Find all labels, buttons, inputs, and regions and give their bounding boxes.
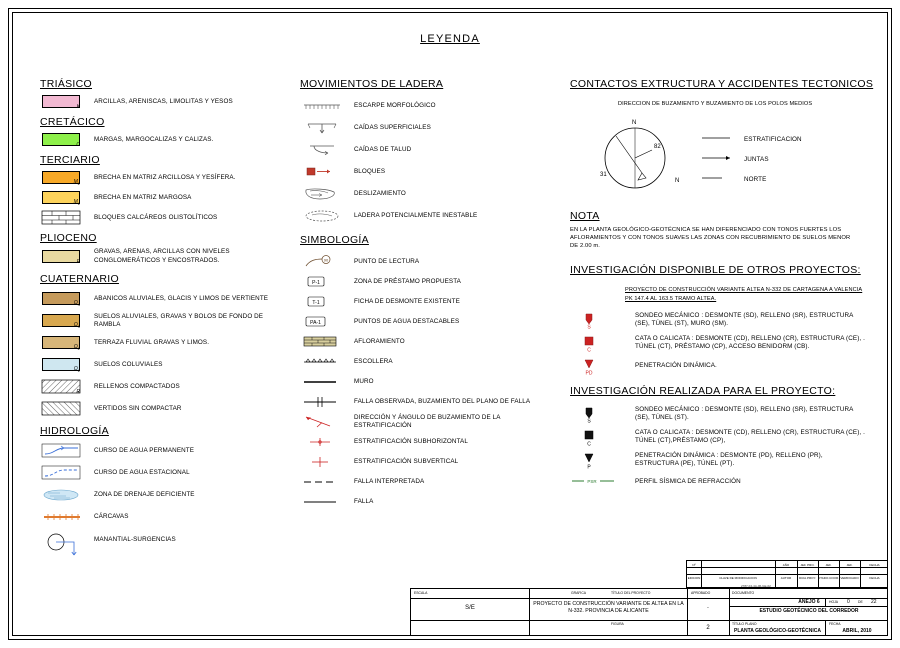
symbol-penetracion-proyecto (570, 451, 625, 469)
legend-item (300, 354, 550, 370)
symbol-curso-permanente (40, 443, 84, 459)
legend-item (300, 274, 550, 290)
legend-item (570, 311, 880, 329)
aprobado-value: - (707, 605, 709, 611)
legend-item (40, 357, 290, 373)
section-otros-proyectos-title: INVESTIGACIÓN DISPONIBLE DE OTROS PROYECTOS: (570, 264, 861, 276)
legend-item (570, 405, 880, 423)
symbol-estratificacion-subvertical (300, 454, 344, 470)
symbol-swatch-m1: $M_1$ (40, 190, 84, 206)
svg-text:90: 90 (323, 257, 329, 263)
legend-item (40, 487, 290, 503)
symbol-manantial (40, 533, 84, 559)
legend-item (300, 294, 550, 310)
symbol-deslizamiento (300, 186, 344, 202)
legend-label: FALLA OBSERVADA, BUZAMIENTO DEL PLANO DE FALLA (354, 398, 531, 405)
legend-label: SONDEO MECÁNICO : DESMONTE (SD), RELLENO (SR), ESTRUCTURA (SE), TÚNEL (ST). (635, 405, 854, 421)
revision-table: Nº AÑO JEF. PRO. JEF. JEF. FECHA EDICION CLAVE DE MODIFICACION AUTOR DCIA.PROY. DTADO.COOR. VERIFICADO FECHA (686, 560, 888, 588)
legend-item (300, 414, 550, 430)
svg-text:PD: PD (585, 370, 593, 377)
legend-item (300, 394, 550, 410)
symbol-perfil-sismico (570, 476, 625, 488)
symbol-estratificacion-line (700, 132, 734, 148)
symbol-estratificacion-subhorizontal (300, 434, 344, 450)
symbol-drenaje-deficiente (40, 487, 84, 503)
legend-label: CATA O CALICATA : DESMONTE (CD), RELLENO (CR), ESTRUCTURA (CE), . TÚNEL (CT), PRÉSTAMO (CP), ACCESO BENIDORM (CB). (635, 334, 865, 350)
legend-label: CAÍDAS DE TALUD (354, 146, 412, 153)
legend-label: ABANICOS ALUVIALES, GLACIS Y LIMOS DE VERTIENTE (94, 295, 269, 302)
plano-value: PLANTA GEOLÓGICO-GEOTÉCNICA (734, 628, 821, 634)
symbol-sondeo-otros (570, 311, 625, 329)
legend-label: PUNTOS DE AGUA DESTACABLES (354, 318, 460, 325)
project-title-value: PROYECTO DE CONSTRUCCIÓN VARIANTE DE ALTEA EN LA N-332. PROVINCIA DE ALICANTE (533, 601, 684, 614)
symbol-cata-proyecto (570, 428, 625, 446)
legend-item (40, 335, 290, 351)
symbol-swatch-q1: $Q_1$ (40, 357, 84, 373)
symbol-norte-line (700, 172, 734, 188)
symbol-swatch-vertidos (40, 401, 84, 417)
legend-label: SUELOS COLUVIALES (94, 361, 163, 368)
symbol-swatch-p: P (40, 249, 84, 265)
legend-label: SONDEO MECÁNICO : DESMONTE (SD), RELLENO (SR), ESTRUCTURA (SE), TÚNEL (ST), MURO (SM). (635, 311, 854, 327)
legend-item (700, 132, 802, 148)
legend-item (700, 172, 802, 188)
legend-item (40, 465, 290, 481)
legend-label: SUELOS ALUVIALES, GRAVAS Y BOLOS DE FONDO DE RAMBLA (94, 313, 264, 328)
legend-label: ESCOLLERA (354, 358, 393, 365)
symbol-swatch-q3: $Q_3$ (40, 313, 84, 329)
legend-label: DESLIZAMIENTO (354, 190, 406, 197)
symbol-swatch-m2: $M_2$ (40, 170, 84, 186)
section-cretacico-title: CRETÁCICO (40, 116, 105, 128)
legend-label: DIRECCIÓN Y ÁNGULO DE BUZAMIENTO DE LA ESTRATIFICACIÓN (354, 414, 501, 429)
section-nota-title: NOTA (570, 210, 600, 222)
legend-label: BRECHA EN MATRIZ MARGOSA (94, 194, 192, 201)
legend-label: PENETRACIÓN DINÁMICA : DESMONTE (PD), RELLENO (PR), ESTRUCTURA (PE), TÚNEL (PT). (635, 451, 823, 467)
legend-item (300, 98, 550, 114)
symbol-falla (300, 494, 344, 510)
legend-item (40, 401, 290, 417)
legend-label: FALLA (354, 498, 374, 505)
svg-text:P-1: P-1 (312, 279, 320, 286)
svg-text:C: C (587, 441, 591, 448)
symbol-carcavas (40, 509, 84, 525)
symbol-puntos-agua (300, 314, 344, 330)
symbol-afloramiento (300, 334, 344, 350)
legend-label: GRAVAS, ARENAS, ARCILLAS CON NIVELES CONGLOMERÁTICOS Y ENCOSTRADOS. (94, 248, 230, 264)
svg-text:N: N (632, 120, 637, 126)
legend-item (570, 357, 880, 375)
legend-label: VERTIDOS SIN COMPACTAR (94, 405, 182, 412)
legend-item (300, 186, 550, 202)
legend-label: CATA O CALICATA : DESMONTE (CD), RELLENO (CR), ESTRUCTURA (CE), . TÚNEL (CT),PRÉSTAMO (CP), (635, 428, 865, 444)
legend-label: FALLA INTERPRETADA (354, 478, 425, 485)
tectonics-caption: DIRECCION DE BUZAMIENTO Y BUZAMIENTO DE LOS POLOS MEDIOS (618, 101, 813, 107)
title-block: ESCALA GRAFICA TÍTULO DEL PROYECTO APROBADO DOCUMENTO S/E PROYECTO DE CONSTRUCCIÓN VARIANTE DE ALTEA EN LA N-332. PROVINCIA DE ALICANTE - ANEJO 6 ESTUDIO GEOTÉCNICO DEL CORREDOR HOJA 0 DE 22 FIGURA 2 TÍTULO PLANO PLANTA GEOLÓGICO-GEOTÉCNICA FECHA ABRIL, 2010 2787-F2-4A-06-GE-02 (410, 588, 888, 636)
symbol-swatch-rellenos: R (40, 379, 84, 395)
legend-item (300, 142, 550, 158)
section-plioceno-title: PLIOCENO (40, 232, 97, 244)
legend-item (300, 334, 550, 350)
symbol-swatch-c: C (40, 132, 84, 148)
legend-label: JUNTAS (744, 156, 769, 163)
legend-item (40, 94, 290, 110)
symbol-direccion-buzamiento (300, 414, 344, 430)
symbol-ficha-desmonte (300, 294, 344, 310)
legend-item (570, 476, 880, 488)
legend-label: ARCILLAS, ARENISCAS, LIMOLITAS Y YESOS (94, 98, 233, 105)
symbol-juntas-line (700, 152, 734, 168)
legend-label: CAÍDAS SUPERFICIALES (354, 124, 431, 131)
legend-item (300, 208, 550, 224)
legend-item (40, 443, 290, 459)
legend-label: LADERA POTENCIALMENTE INESTABLE (354, 212, 478, 219)
symbol-curso-estacional (40, 465, 84, 481)
section-movimientos-title: MOVIMIENTOS DE LADERA (300, 78, 444, 90)
svg-text:N: N (675, 178, 680, 184)
legend-label: CURSO DE AGUA PERMANENTE (94, 447, 195, 454)
hoja-value: 0 (847, 599, 850, 605)
svg-text:S: S (587, 418, 591, 425)
legend-label: ESTRATIFICACION (744, 136, 802, 143)
section-triasico-title: TRIÁSICO (40, 78, 92, 90)
legend-item (570, 451, 880, 469)
legend-label: ESCARPE MORFOLÓGICO (354, 102, 436, 109)
legend-label: CÁRCAVAS (94, 513, 129, 520)
svg-text:S: S (587, 324, 591, 331)
page-title: LEYENDA (420, 33, 480, 45)
de-value: 22 (871, 599, 877, 605)
drawing-code: 2787-F2-4A-06-GE-02 (741, 584, 771, 588)
legend-item (40, 509, 290, 525)
symbol-swatch-q2: $Q_2$ (40, 335, 84, 351)
legend-item (300, 474, 550, 490)
svg-text:PSR: PSR (587, 479, 597, 484)
legend-label: ESTRATIFICACIÓN SUBHORIZONTAL (354, 438, 468, 445)
legend-label: ZONA DE DRENAJE DEFICIENTE (94, 491, 195, 498)
legend-item (40, 190, 290, 206)
legend-item (300, 254, 550, 270)
section-hidrologia-title: HIDROLOGÍA (40, 425, 109, 437)
legend-label: BLOQUES (354, 168, 386, 175)
svg-text:PA-1: PA-1 (310, 319, 321, 326)
symbol-muro (300, 374, 344, 390)
symbol-sondeo-proyecto (570, 405, 625, 423)
symbol-zona-prestamo (300, 274, 344, 290)
legend-item (40, 533, 290, 559)
otros-proyectos-subtitle: PROYECTO DE CONSTRUCCIÓN VARIANTE ALTEA N-332 DE CARTAGENA A VALENCIA PK 147.4 AL 163.5 TRAMO ALTEA. (625, 287, 863, 302)
svg-text:31: 31 (600, 172, 607, 178)
legend-item (40, 210, 290, 226)
legend-label: PERFIL SÍSMICA DE REFRACCIÓN (635, 478, 741, 485)
section-terciario-title: TERCIARIO (40, 154, 100, 166)
figura-value: 2 (706, 625, 710, 631)
legend-item (300, 314, 550, 330)
legend-label: ZONA DE PRÉSTAMO PROPUESTA (354, 278, 461, 285)
svg-text:T-1: T-1 (312, 299, 320, 306)
legend-label: RELLENOS COMPACTADOS (94, 383, 180, 390)
nota-text: EN LA PLANTA GEOLÓGICO-GEOTÉCNICA SE HAN DIFERENCIADO CON TONOS FUERTES LOS AFLORAMIENTOS Y CON TONOS SUAVES LAS ZONAS CON RECUBRIMIENTO DE SUELOS MENOR DE 2.00 m. (570, 227, 851, 249)
symbol-falla-interpretada (300, 474, 344, 490)
svg-text:C: C (587, 347, 591, 354)
fecha-value: ABRIL, 2010 (842, 628, 872, 634)
legend-item (300, 494, 550, 510)
symbol-cata-otros (570, 334, 625, 352)
symbol-falla-observada (300, 394, 344, 410)
legend-column-left (40, 78, 290, 563)
section-investigacion-proyecto-title: INVESTIGACIÓN REALIZADA PARA EL PROYECTO: (570, 385, 836, 397)
legend-column-right (570, 78, 880, 492)
legend-label: BRECHA EN MATRIZ ARCILLOSA Y YESÍFERA. (94, 174, 236, 181)
symbol-caidas-talud (300, 142, 344, 158)
symbol-swatch-olistolitos (40, 210, 84, 226)
documento-value-2: ESTUDIO GEOTÉCNICO DEL CORREDOR (759, 608, 859, 614)
legend-item (40, 170, 290, 186)
legend-label: PENETRACIÓN DINÁMICA. (635, 362, 717, 369)
legend-item (40, 132, 290, 148)
legend-item (300, 434, 550, 450)
legend-item (40, 313, 290, 329)
legend-label: MARGAS, MARGOCALIZAS Y CALIZAS. (94, 136, 214, 143)
legend-item (40, 291, 290, 307)
symbol-caidas-superficiales (300, 120, 344, 136)
legend-item (40, 379, 290, 395)
legend-item (300, 374, 550, 390)
legend-label: FICHA DE DESMONTE EXISTENTE (354, 298, 460, 305)
legend-label: TERRAZA FLUVIAL GRAVAS Y LIMOS. (94, 339, 210, 346)
symbol-swatch-k: K (40, 94, 84, 110)
legend-label: MANANTIAL-SURGENCIAS (94, 536, 176, 543)
legend-item (700, 152, 802, 168)
symbol-bloques (300, 164, 344, 180)
legend-label: BLOQUES CALCÁREOS OLISTOLÍTICOS (94, 214, 218, 221)
legend-label: ESTRATIFICACIÓN SUBVERTICAL (354, 458, 459, 465)
svg-text:82: 82 (654, 144, 661, 150)
symbol-penetracion-otros (570, 357, 625, 375)
symbol-swatch-q4: $Q_4$ (40, 291, 84, 307)
legend-label: AFLORAMIENTO (354, 338, 405, 345)
symbol-escarpe-morfologico (300, 98, 344, 114)
legend-item (570, 428, 880, 446)
legend-item (40, 248, 290, 265)
section-simbologia-title: SIMBOLOGÍA (300, 234, 369, 246)
legend-item (300, 454, 550, 470)
legend-label: NORTE (744, 176, 767, 183)
section-tectonica-title: CONTACTOS EXTRUCTURA Y ACCIDENTES TECTONICOS (570, 78, 874, 90)
symbol-escollera (300, 354, 344, 370)
svg-text:P: P (587, 464, 591, 471)
legend-label: CURSO DE AGUA ESTACIONAL (94, 469, 190, 476)
documento-value-1: ANEJO 6 (798, 599, 820, 605)
legend-column-middle (300, 78, 550, 514)
symbol-punto-lectura (300, 254, 344, 270)
escala-value: S/E (465, 605, 475, 611)
legend-item (300, 164, 550, 180)
legend-item (570, 334, 880, 352)
section-cuaternario-title: CUATERNARIO (40, 273, 119, 285)
legend-label: PUNTO DE LECTURA (354, 258, 420, 265)
symbol-ladera-inestable (300, 208, 344, 224)
legend-label: MURO (354, 378, 374, 385)
legend-item (300, 120, 550, 136)
